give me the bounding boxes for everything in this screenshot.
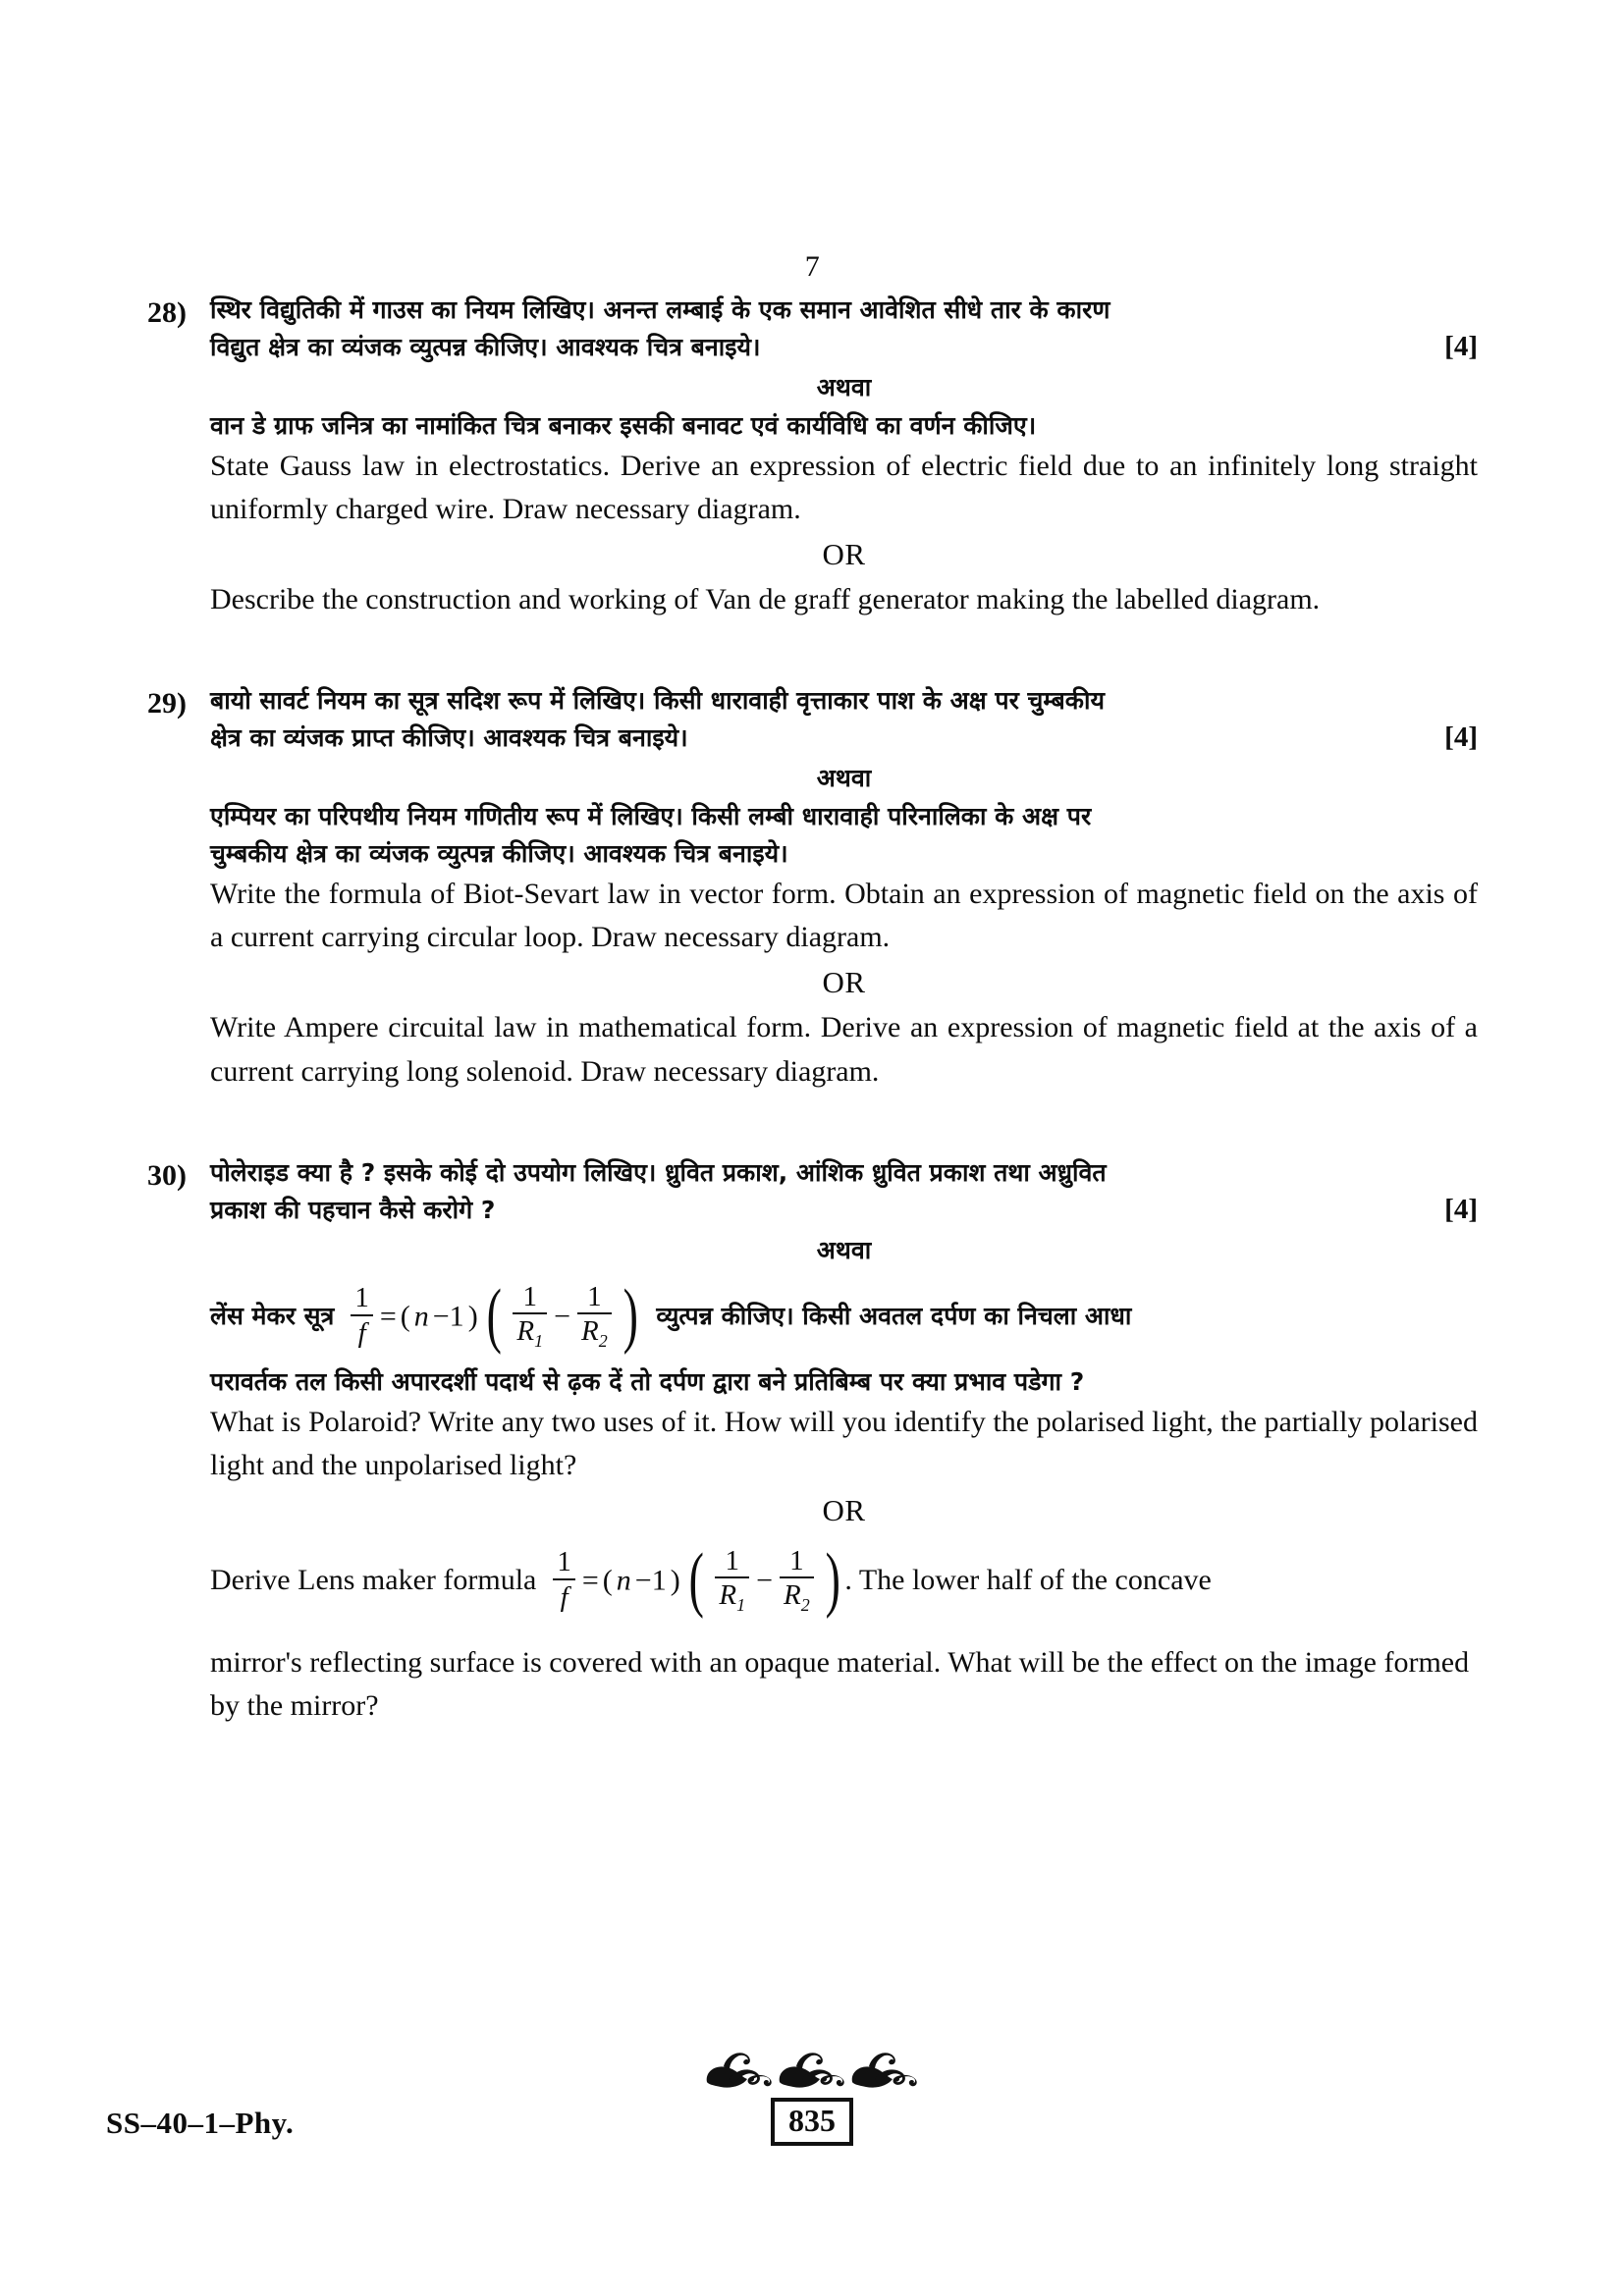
formula2-lhs-fraction [553,1547,575,1614]
formula2-open-paren: ( [602,1564,613,1597]
lens-maker-formula-english [550,1539,844,1621]
formula-big-close-paren: ) [623,1275,638,1357]
q29-hindi-alternative-line-2: चुम्बकीय क्षेत्र का व्यंजक व्युत्पन्न कीजिए। आवश्यक चित्र बनाइये। [210,839,788,869]
question-28-row [147,292,1478,621]
q29-hindi-line-2: क्षेत्र का व्यंजक प्राप्त कीजिए। आवश्यक चित्र बनाइये। [210,723,688,753]
q30-hindi-line-2: प्रकाश की पहचान कैसे करोगे ? [210,1195,496,1224]
formula2-term1-R: R [719,1579,737,1612]
q30-english: What is Polaroid? Write any two uses of it. How will you identify the polarised light, the partially polarised light and the unpolarised light? [210,1405,1478,1481]
q30-marks: [4] [1444,1193,1478,1225]
formula2-minus-sign: − [756,1564,773,1597]
question-block-30 [147,1154,1478,1728]
q30-hindi-line-1: पोलेराइड क्या है ? इसके कोई दो उपयोग लिखिए। ध्रुवित प्रकाश, आंशिक ध्रुवित प्रकाश तथा अध्रुवित [210,1157,1107,1187]
footer-code-box: 835 [771,2098,853,2146]
formula-term2-subscript: 2 [598,1330,608,1351]
formula2-term2-denominator [780,1576,814,1615]
formula2-term2-numerator: 1 [789,1544,804,1576]
formula2-term2-R: R [784,1579,801,1612]
formula-n-variable: n [413,1300,429,1333]
spacer-after-q28 [147,639,1478,682]
question-28-body [210,292,1478,621]
page-content [147,250,1478,1745]
formula2-n-variable: n [616,1564,631,1597]
formula-lhs-fraction [351,1283,373,1350]
question-number-30: 30) [147,1158,187,1192]
formula2-minus-one: −1 [634,1564,667,1597]
q28-hindi-alternative: वान डे ग्राफ जनित्र का नामांकित चित्र बनाकर इसकी बनावट एवं कार्यविधि का वर्णन कीजिए। [210,411,1037,440]
q29-or-label: OR [822,965,866,1000]
formula-big-open-paren: ( [486,1275,502,1357]
formula2-big-open-paren: ( [688,1539,704,1621]
formula-lhs-numerator: 1 [354,1282,369,1314]
formula-term2-denominator [577,1312,612,1351]
formula2-term1-denominator [715,1576,749,1615]
q28-hindi-line-2-with-marks [210,329,1478,366]
lens-maker-formula-hindi [348,1275,642,1357]
q29-hindi-line-1: बायो सावर्ट नियम का सूत्र सदिश रूप में लिखिए। किसी धारावाही वृत्ताकार पाश के अक्ष पर चुम्बकीय [210,686,1105,716]
q30-english-formula-prefix: Derive Lens maker formula [210,1564,537,1597]
formula-term2-fraction [577,1282,612,1352]
formula-term2-numerator: 1 [587,1280,602,1312]
question-block-28 [147,292,1478,621]
formula2-term1-numerator: 1 [725,1544,739,1576]
formula-minus-sign: − [554,1300,570,1333]
formula-minus-one: −1 [432,1300,464,1333]
spacer-after-hindi-formula [210,1352,1478,1363]
spacer-after-english-formula [210,1616,1478,1641]
formula2-close-paren: ) [670,1564,680,1597]
page-footer [0,2047,1624,2243]
q29-english-alternative: Write Ampere circuital law in mathematical form. Derive an expression of magnetic field at the axis of a current carrying long solenoid. Draw necessary diagram. [210,1011,1478,1088]
q28-or-label: OR [822,537,866,572]
question-number-29: 29) [147,687,187,721]
question-block-29 [147,682,1478,1093]
q28-hindi-line-1: स्थिर विद्युतिकी में गाउस का नियम लिखिए। अनन्त लम्बाई के एक समान आवेशित सीधे तार के कारण [210,295,1110,324]
floral-flourish-ornament-icon [699,2047,925,2102]
q29-athawa-label: अथवा [816,764,872,793]
formula2-term1-fraction [715,1546,749,1616]
question-30-row [147,1154,1478,1728]
q30-english-formula-line [210,1539,1478,1621]
q28-athawa-label: अथवा [816,373,872,401]
q29-hindi-alternative-line-1: एम्पियर का परिपथीय नियम गणितीय रूप में लिखिए। किसी लम्बी धारावाही परिनालिका के अक्ष पर [210,802,1092,831]
formula-close-paren: ) [467,1300,478,1333]
q30-english-alternative-line-2: mirror's reflecting surface is covered with an opaque material. What will be the effect on the image formed by the mirror? [210,1645,1470,1722]
question-29-row [147,682,1478,1093]
formula-lhs-denominator: f [351,1314,373,1350]
q28-english-alternative: Describe the construction and working of Van de graff generator making the labelled diagram. [210,583,1321,616]
formula-term1-R: R [516,1315,535,1348]
q30-hindi-formula-line [210,1275,1478,1357]
q28-english: State Gauss law in electrostatics. Derive an expression of electric field due to an infinitely long straight uniformly charged wire. Draw necessary diagram. [210,450,1478,526]
q30-hindi-alternative-line-2: परावर्तक तल किसी अपारदर्शी पदार्थ से ढ़क दें तो दर्पण द्वारा बने प्रतिबिम्ब पर क्या प्रभाव पडेगा ? [210,1366,1085,1396]
question-29-body [210,682,1478,1093]
formula2-big-close-paren: ) [825,1539,840,1621]
q30-english-formula-suffix: . The lower half of the concave [844,1564,1212,1597]
formula2-term1-subscript: 1 [736,1595,746,1615]
spacer-before-hindi-formula [210,1270,1478,1282]
question-number-28: 28) [147,296,187,329]
formula-term2-R: R [580,1315,599,1348]
spacer-after-q29 [147,1111,1478,1154]
formula2-term2-subscript: 2 [800,1595,810,1615]
q29-english: Write the formula of Biot-Sevart law in vector form. Obtain an expression of magnetic field on the axis of a current carrying circular loop. Draw necessary diagram. [210,878,1478,954]
formula2-lhs-numerator: 1 [557,1546,571,1578]
formula-term1-fraction [513,1282,547,1352]
q30-hindi-formula-prefix: लेंस मेकर सूत्र [210,1302,335,1331]
formula-term1-numerator: 1 [522,1280,537,1312]
paper-code: SS–40–1–Phy. [106,2106,295,2140]
q30-hindi-formula-suffix: व्युत्पन्न कीजिए। किसी अवतल दर्पण का निचला आधा [656,1302,1132,1331]
page-number: 7 [804,250,821,283]
q28-hindi-line-2: विद्युत क्षेत्र का व्यंजक व्युत्पन्न कीजिए। आवश्यक चित्र बनाइये। [210,333,761,361]
question-30-body [210,1154,1478,1728]
q28-marks: [4] [1444,331,1478,362]
formula-equals-sign: = [379,1300,397,1333]
formula-open-paren: ( [400,1300,410,1333]
q30-or-label: OR [822,1492,866,1527]
formula-term1-denominator [513,1312,547,1351]
spacer-before-english-formula [210,1534,1478,1546]
formula2-term2-fraction [780,1546,814,1616]
formula2-lhs-denominator: f [553,1578,575,1614]
q30-hindi-line-2-with-marks [210,1192,1478,1229]
formula-term1-subscript: 1 [534,1330,544,1351]
formula2-equals-sign: = [581,1564,599,1597]
q30-athawa-label: अथवा [816,1235,872,1264]
q29-hindi-line-2-with-marks [210,720,1478,757]
q29-marks: [4] [1444,721,1478,754]
